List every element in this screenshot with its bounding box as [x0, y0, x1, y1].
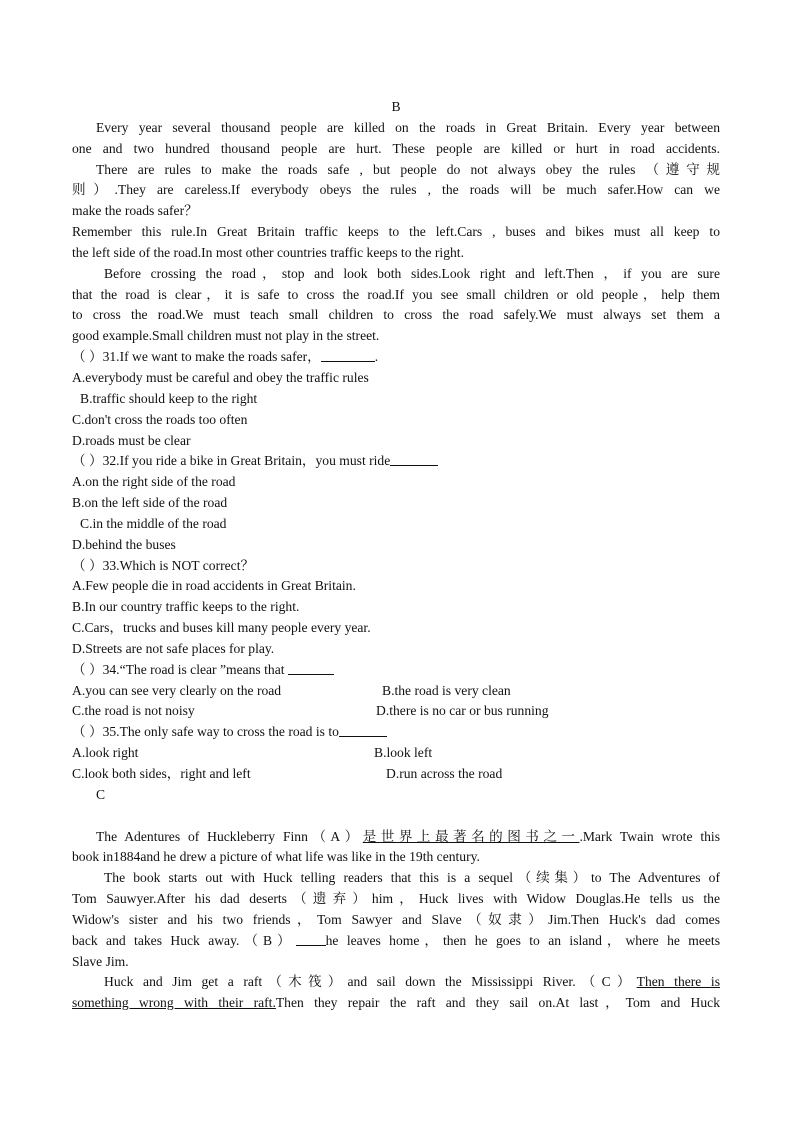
passage-text: Then they repair the raft and they sail on.At last，Tom and Huck	[275, 995, 720, 1011]
passage-text: back and takes Huck away.（B）	[72, 932, 296, 948]
option-b: B.the road is very clean	[382, 682, 511, 698]
passage-b-line: Remember this rule.In Great Britain traffic keeps to the left.Cars , buses and bikes must all keep to	[72, 224, 720, 240]
passage-b-line: make the roads safer？	[72, 203, 198, 219]
answer-blank[interactable]	[321, 348, 375, 362]
option-b: B.traffic should keep to the right	[80, 390, 258, 406]
passage-b-line: 则）.They are careless.If everybody obeys the rules , the roads will be much safer.How can we	[72, 182, 720, 198]
answer-blank[interactable]	[339, 723, 387, 737]
option-row	[72, 764, 720, 785]
option-c: C.Cars，trucks and buses kill many people every year.	[72, 620, 371, 636]
worksheet-page	[72, 97, 720, 1014]
option-b: B.In our country traffic keeps to the right.	[72, 599, 300, 615]
spacer	[72, 806, 720, 827]
answer-blank[interactable]	[288, 661, 334, 675]
option-c: C.don't cross the roads too often	[72, 411, 248, 427]
passage-text: he leaves home，then he goes to an island，where he meets	[325, 932, 720, 948]
passage-b-line: good example.Small children must not play in the street.	[72, 328, 380, 344]
passage-b-line: to cross the road.We must teach small children to cross the road safely.We must always set them a	[72, 307, 720, 323]
option-c: C.in the middle of the road	[80, 515, 227, 531]
question-34	[72, 660, 720, 681]
option-a: A.everybody must be careful and obey the traffic rules	[72, 369, 369, 385]
answer-blank[interactable]	[296, 932, 326, 946]
option-d: D.there is no car or bus running	[376, 703, 549, 719]
option-row	[72, 743, 720, 764]
question-stem: （ ）31.If we want to make the roads safer，	[72, 349, 321, 365]
passage-text: .Mark Twain wrote this	[579, 828, 720, 844]
passage-text: The Adentures of Huckleberry Finn（A）	[96, 828, 363, 844]
passage-c-line	[72, 827, 720, 848]
option-c: C.the road is not noisy	[72, 703, 195, 719]
question-stem: （ ）35.The only safe way to cross the road is to	[72, 724, 339, 740]
passage-b-line: that the road is clear，it is safe to cross the road.If you see small children or old people，help them	[72, 286, 720, 302]
option-row	[72, 701, 720, 722]
passage-b-line: Every year several thousand people are killed on the roads in Great Britain. Every year between	[96, 119, 720, 135]
option-a: A.on the right side of the road	[72, 474, 236, 490]
passage-c-line	[72, 993, 720, 1014]
passage-b-line: Before crossing the road，stop and look both sides.Look right and left.Then ，if you are sure	[104, 265, 720, 281]
option-b: B.look left	[374, 745, 433, 761]
option-d: D.behind the buses	[72, 536, 176, 552]
question-31: （ ）31.If we want to make the roads safer， .	[72, 349, 379, 365]
underlined-text: Then there is	[636, 974, 720, 990]
passage-b-line: one and two hundred thousand people are hurt. These people are killed or hurt in road accidents.	[72, 140, 720, 156]
passage-c-line	[72, 972, 720, 993]
passage-c-line: Slave Jim.	[72, 953, 129, 969]
option-b: B.on the left side of the road	[72, 495, 228, 511]
section-b-heading: B	[391, 99, 401, 114]
passage-b-line: There are rules to make the roads safe , but people do not always obey the rules （遵守规	[96, 161, 720, 177]
option-c: C.look both sides，right and left	[72, 766, 251, 781]
passage-c-line: The book starts out with Huck telling readers that this is a sequel（续集）to The Adventures of	[104, 870, 720, 886]
section-c-heading: C	[96, 786, 106, 802]
passage-c-line: book in1884and he drew a picture of what life was like in the 19th century.	[72, 849, 480, 865]
option-a: A.Few people die in road accidents in Great Britain.	[72, 578, 356, 594]
question-33: （ ）33.Which is NOT correct？	[72, 557, 255, 573]
option-row	[72, 681, 720, 702]
question-32	[72, 451, 720, 472]
option-d: D.run across the road	[386, 766, 503, 781]
passage-c-line: Widow's sister and his two friends，Tom Sawyer and Slave（奴隶）Jim.Then Huck's dad comes	[72, 911, 720, 927]
passage-text: Huck and Jim get a raft（木筏）and sail down the Mississippi River.（C）	[104, 974, 637, 990]
passage-c-line	[72, 931, 720, 952]
option-a: A.look right	[72, 745, 139, 761]
option-d: D.Streets are not safe places for play.	[72, 640, 275, 656]
underlined-text: something wrong with their raft.	[72, 995, 276, 1011]
option-d: D.roads must be clear	[72, 432, 191, 448]
passage-c-line: Tom Sauwyer.After his dad deserts（遗弃）him，Huck lives with Widow Douglas.He tells us the	[72, 891, 720, 907]
underlined-text: 是世界上最著名的图书之一	[362, 828, 580, 844]
passage-b-line: the left side of the road.In most other countries traffic keeps to the right.	[72, 244, 464, 260]
answer-blank[interactable]	[390, 452, 438, 466]
question-35	[72, 722, 720, 743]
option-a: A.you can see very clearly on the road	[72, 682, 282, 698]
question-stem: （ ）32.If you ride a bike in Great Britain，you must ride	[72, 453, 391, 469]
question-stem: （ ）34.“The road is clear ”means that	[72, 661, 285, 677]
